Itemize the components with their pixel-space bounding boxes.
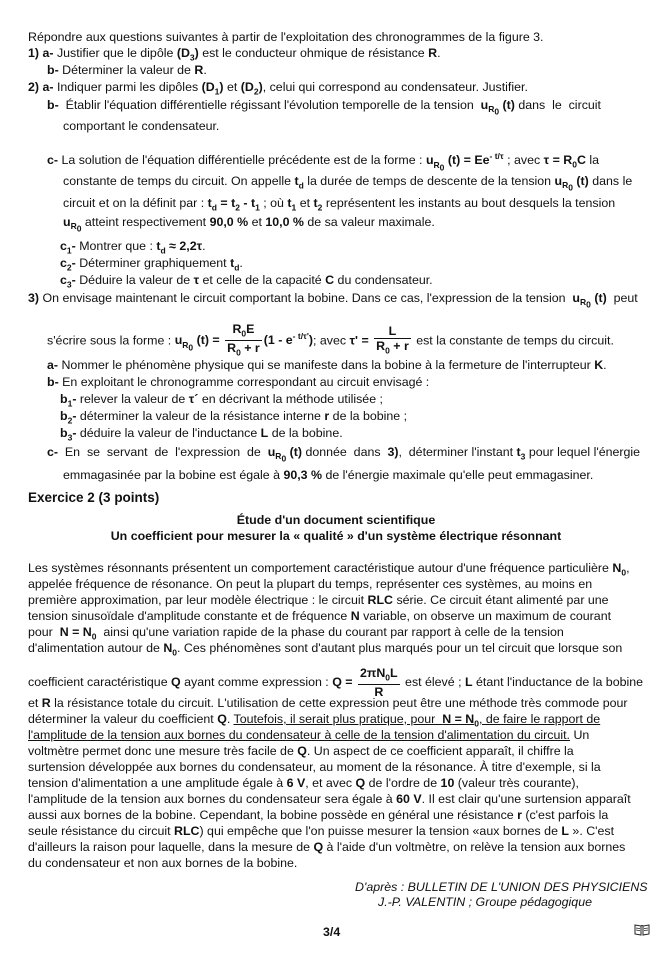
q2-c3: $c_3-$ Déduire la valeur de τ et celle de la capacité C du condensateur. xyxy=(60,273,433,290)
para-line-15: aussi aux bornes de la bobine. Cependant, la bobine possède en général une résistance r (c'est parfois la xyxy=(28,808,609,822)
para-line-17: d'ailleurs la raison pour laquelle, dans la mesure de Q à l'aide d'un voltmètre, on relève la tension aux bornes xyxy=(28,840,626,854)
para-line-16: seule résistance du circuit RLC) qui empêche que l'on puisse mesurer la tension «aux bornes de L ». C'est xyxy=(28,824,615,838)
q2-b-line2: comportant le condensateur. xyxy=(63,119,220,133)
q2-c-line2: constante de temps du circuit. On appelle $t_d$ la durée de temps de descente de la tension $u_{R_0}$ (t) dans le xyxy=(63,174,633,194)
para-line-10: l'amplitude de la tension aux bornes du condensateur à celle de la tension d'alimentation du circuit. Un xyxy=(28,728,590,742)
q2-a: 2) a- Indiquer parmi les dipôles $(D_1)$ et $(D_2)$, celui qui correspond au condensateur. Justifier. xyxy=(28,80,528,97)
source-line2: J.-P. VALENTIN ; Groupe pédagogique xyxy=(378,895,592,909)
intro-text: Répondre aux questions suivantes à partir de l'exploitation des chronogrammes de la figure 3. xyxy=(28,30,544,44)
q3-b1: $b_1-$ relever la valeur de τ´ en décrivant la méthode utilisée ; xyxy=(60,392,383,409)
q2-c2: $c_2-$ Déterminer graphiquement $t_d$. xyxy=(60,256,243,273)
book-icon xyxy=(634,924,650,936)
q3-c-line1: c- En se servant de l'expression de $u_{R_0}$ (t) donnée dans 3), déterminer l'instant $t_3$ pour lequel l'énergie xyxy=(47,445,641,465)
exercise2-subtitle1: Étude d'un document scientifique xyxy=(236,513,436,527)
para-line-1: Les systèmes résonnants présentent un comportement caractéristique autour d'une fréquence particulière $N_0$, xyxy=(28,561,630,578)
para-line-2: appelée fréquence de résonance. On peut la plupart du temps, représenter ces systèmes, au moins en xyxy=(28,577,593,591)
exercise2-subtitle2: Un coefficient pour mesurer la « qualité » d'un système électrique résonnant xyxy=(110,529,562,543)
q2-c1: $c_1-$ Montrer que : $t_d \approx 2,2\tau$. xyxy=(60,239,206,256)
q3-b3: $b_3-$ déduire la valeur de l'inductance L de la bobine. xyxy=(60,426,343,443)
para-line-8: et R la résistance totale du circuit. L'utilisation de cette expression peut être une méthode très commode pour xyxy=(28,696,628,710)
para-line-5: pour $N = N_0$ ainsi qu'une variation rapide de la phase du courant par rapport à celle de la tension xyxy=(28,625,564,642)
q1-a: 1) a- Justifier que le dipôle $(D_3)$ est le conducteur ohmique de résistance R. xyxy=(28,46,441,63)
q2-b-line1: b- Établir l'équation différentielle régissant l'évolution temporelle de la tension $u_{R_0}$ (t) dans le circuit xyxy=(47,98,601,118)
para-line-11: voltmètre permet donc une mesure très facile de Q. Un aspect de ce coefficient apparaît, il chiffre la xyxy=(28,744,574,758)
q3-b2: $b_2-$ déterminer la valeur de la résistance interne r de la bobine ; xyxy=(60,409,408,426)
para-line-7: coefficient caractéristique Q ayant comme expression : Q = $\frac{2\pi N_0L}{R}$ est élevé ; L étant l'inductance de la bobine xyxy=(28,666,644,700)
source-line1: D'après : BULLETIN DE L'UNION DES PHYSICIENS xyxy=(355,880,648,894)
para-line-4: tension sinusoïdale d'amplitude constante et de fréquence N variable, on observe un maximum de courant xyxy=(28,609,612,623)
para-line-14: l'amplitude de la tension aux bornes du condensateur sera égale à 60 V. Il est clair qu'une surtension apparaît xyxy=(28,792,631,806)
q3-line2: s'écrire sous la forme : $u_{R_0}$ (t) = $\frac{R_0E}{R_0 + r}$ $(1 - e^{- t/\tau'})$; avec τ' = $\frac{L}{R_0 + r}$ est la constante de temps du circuit. xyxy=(47,322,614,358)
q3-line1: 3) On envisage maintenant le circuit comportant la bobine. Dans ce cas, l'expression de la tension $u_{R_0}$ (t) peut xyxy=(28,291,638,311)
para-line-13: tension d'alimentation a une amplitude égale à 6 V, et avec Q de l'ordre de 10 (valeur très courante), xyxy=(28,776,579,790)
q2-c-line1: c- La solution de l'équation différentielle précédente est de la forme : $u_{R_0}$ $(t) = Ee^{- t/\tau}$ ; avec $\tau = R_0C$ la xyxy=(47,151,600,173)
exercise2-heading: Exercice 2 (3 points) xyxy=(28,490,160,505)
q3-c-line2: emmagasinée par la bobine est égale à 90,3 % de l'énergie maximale qu'elle peut emmagasiner. xyxy=(63,468,594,482)
q1-b: b- Déterminer la valeur de R. xyxy=(47,63,207,77)
page-number: 3/4 xyxy=(323,925,341,939)
q3-a: a- Nommer le phénomène physique qui se manifeste dans la bobine à la fermeture de l'interrupteur K. xyxy=(47,358,607,372)
para-line-3: première approximation, par leur modèle électrique : le circuit RLC série. Ce circuit étant alimenté par une xyxy=(28,593,609,607)
q3-b: b- En exploitant le chronogramme correspondant au circuit envisagé : xyxy=(47,375,430,389)
para-line-9: déterminer la valeur du coefficient Q. Toutefois, il serait plus pratique, pour $N = N_0$, de faire le rapport de xyxy=(28,712,601,729)
q2-c-line4: $u_{R_0}$ atteint respectivement 90,0 % et 10,0 % de sa valeur maximale. xyxy=(63,215,435,235)
para-line-18: du condensateur et non aux bornes de la bobine. xyxy=(28,856,298,870)
q2-c-line3: circuit et on la définit par : $t_d = t_2 - t_1$ ; où $t_1$ et $t_2$ représentent les instants au bout desquels la tension xyxy=(63,196,616,213)
para-line-6: d'alimentation autour de $N_0$. Ces phénomènes sont d'autant plus marqués pour un tel circuit que lorsque son xyxy=(28,641,623,658)
para-line-12: surtension développée aux bornes du condensateur, au moment de la résonance. À titre d'exemple, si la xyxy=(28,760,601,774)
